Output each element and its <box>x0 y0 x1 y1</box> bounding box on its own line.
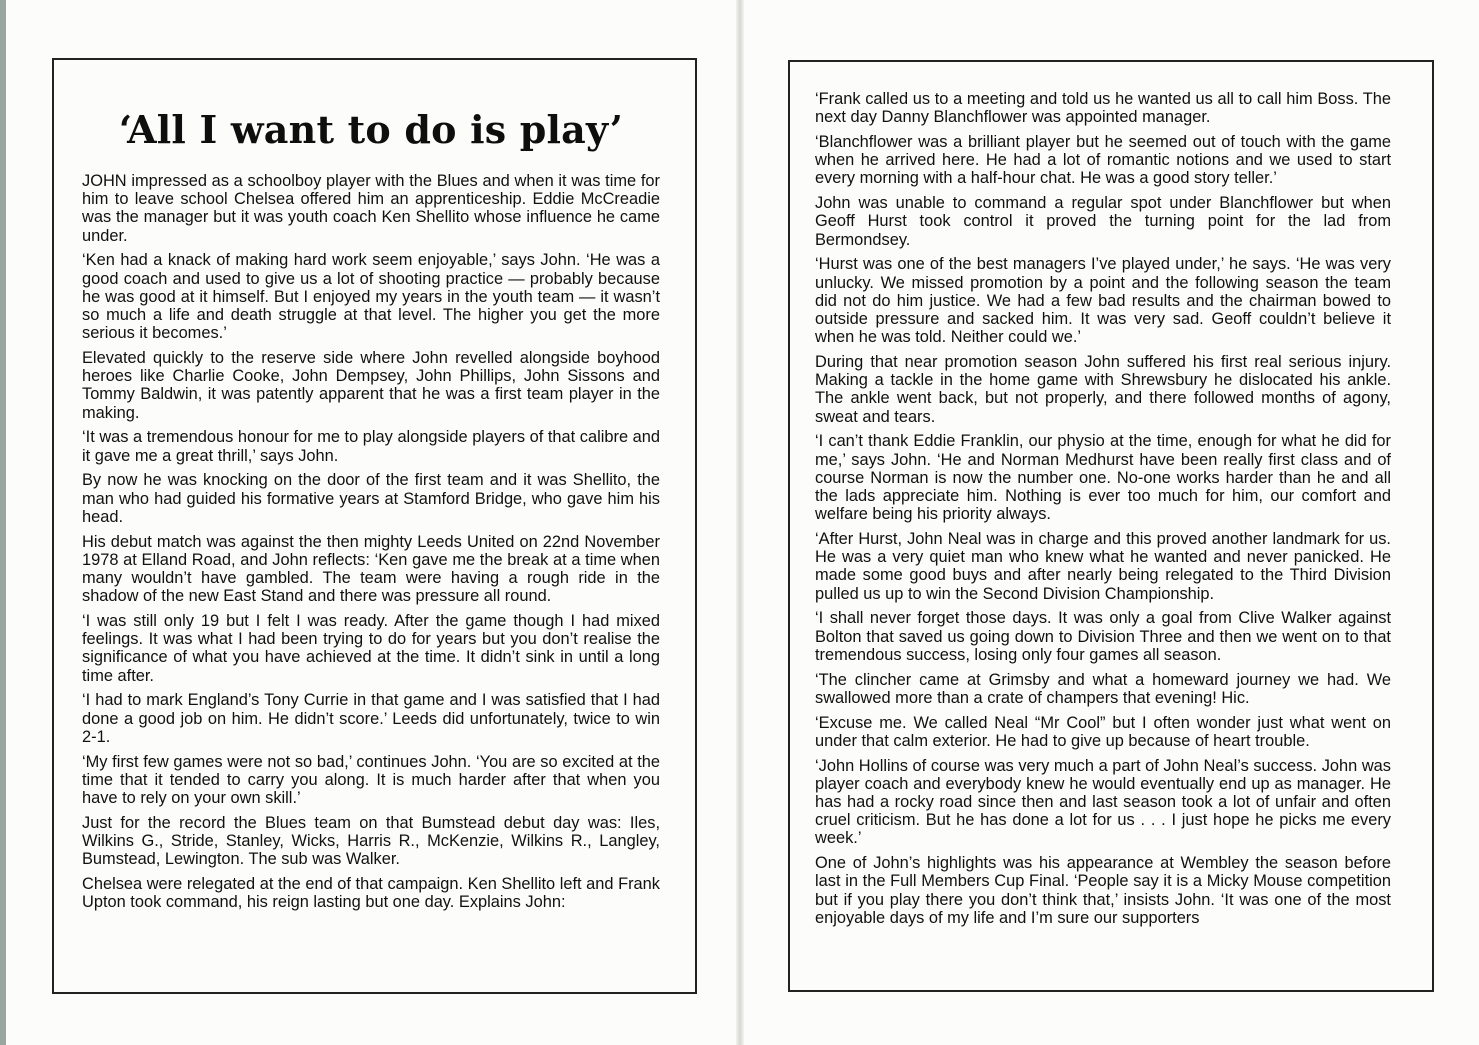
paragraph: By now he was knocking on the door of the first team and it was Shellito, the man who had guided his formative years at Stamford Bridge, who gave him his head. <box>82 471 660 526</box>
paragraph: ‘Excuse me. We called Neal “Mr Cool” but I often wonder just what went on under that calm exterior. He had to give up because of heart trouble. <box>815 713 1391 750</box>
paragraph: ‘Blanchflower was a brilliant player but he seemed out of touch with the game when he arrived here. He had a lot of romantic notions and we used to start every morning with a half-hour chat. He was a good story teller.’ <box>815 133 1391 188</box>
paragraph: ‘I was still only 19 but I felt I was ready. After the game though I had mixed feelings. It was what I had been trying to do for years but you don’t realise the significance of what you have achieved at the time. It didn’t sink in until a long time after. <box>82 612 660 685</box>
paragraph: ‘I had to mark England’s Tony Currie in that game and I was satisfied that I had done a good job on him. He didn’t score.’ Leeds did unfortunately, twice to win 2-1. <box>82 691 660 746</box>
paragraph: JOHN impressed as a schoolboy player with the Blues and when it was time for him to leave school Chelsea offered him an apprenticeship. Eddie McCreadie was the manager but it was youth coach Ken Shellito whose influence he came under. <box>82 172 660 245</box>
paragraph: ‘After Hurst, John Neal was in charge and this proved another landmark for us. He was a very quiet man who knew what he wanted and never panicked. He made some good buys and after nearly being relegated to the Third Division pulled us up to win the Second Division Championship. <box>815 530 1391 603</box>
left-text-column <box>82 172 660 918</box>
paragraph: Just for the record the Blues team on that Bumstead debut day was: Iles, Wilkins G., Stride, Stanley, Wicks, Harris R., McKenzie, Wilkins R., Langley, Bumstead, Lewington. The sub was Walker. <box>82 813 660 869</box>
book-spine <box>736 0 744 1045</box>
paragraph: ‘Ken had a knack of making hard work seem enjoyable,’ says John. ‘He was a good coach and used to give us a lot of shooting practice — probably because he was good at it himself. But I enjoyed my years in the youth team — it wasn’t so much a life and death struggle at that level. The higher you get the more serious it becomes.’ <box>82 251 660 343</box>
paragraph: One of John’s highlights was his appearance at Wembley the season before last in the Full Members Cup Final. ‘People say it is a Micky Mouse competition but if you play there you don’t think that,’ insists John. ‘It was one of the most enjoyable days of my life and I’m sure our supporters <box>815 854 1391 927</box>
paragraph: ‘It was a tremendous honour for me to play alongside players of that calibre and it gave me a great thrill,’ says John. <box>82 428 660 465</box>
paragraph: John was unable to command a regular spot under Blanchflower but when Geoff Hurst took control it proved the turning point for the lad from Bermondsey. <box>815 194 1391 249</box>
paragraph: Chelsea were relegated at the end of that campaign. Ken Shellito left and Frank Upton took command, his reign lasting but one day. Explains John: <box>82 875 660 912</box>
paragraph: During that near promotion season John suffered his first real serious injury. Making a tackle in the home game with Shrewsbury he dislocated his ankle. The ankle went back, but not properly, and there followed months of agony, sweat and tears. <box>815 353 1391 426</box>
article-title: ‘All I want to do is play’ <box>118 107 624 152</box>
paragraph: ‘I shall never forget those days. It was only a goal from Clive Walker against Bolton that saved us going down to Division Three and then we went on to that tremendous success, losing only four games all season. <box>815 609 1391 664</box>
paragraph: ‘Hurst was one of the best managers I’ve played under,’ he says. ‘He was very unlucky. We missed promotion by a point and the following season the team did not do him justice. We had a few bad results and the chairman bowed to outside pressure and sacked him. It was very sad. Geoff couldn’t believe it when he was told. Neither could we.’ <box>815 255 1391 347</box>
paragraph: ‘I can’t thank Eddie Franklin, our physio at the time, enough for what he did for me,’ says John. ‘He and Norman Medhurst have been really first class and of course Norman is now the number one. No-one works harder than he and all the lads appreciate him. Nothing is ever too much for him, our comfort and welfare being his priority always. <box>815 432 1391 524</box>
paragraph: Elevated quickly to the reserve side where John revelled alongside boyhood heroes like Charlie Cooke, John Dempsey, John Phillips, John Sissons and Tommy Baldwin, it was patently apparent that he was a first team player in the making. <box>82 349 660 422</box>
right-text-column <box>815 90 1391 934</box>
paragraph: ‘My first few games were not so bad,’ continues John. ‘You are so excited at the time that it tended to carry you along. It is much harder after that when you have to rely on your own skill.’ <box>82 752 660 808</box>
paragraph: ‘The clincher came at Grimsby and what a homeward journey we had. We swallowed more than a crate of champers that evening! Hic. <box>815 670 1391 707</box>
paragraph: ‘Frank called us to a meeting and told us he wanted us all to call him Boss. The next day Danny Blanchflower was appointed manager. <box>815 90 1391 127</box>
paragraph: ‘John Hollins of course was very much a part of John Neal’s success. John was player coach and everybody knew he would eventually end up as manager. He has had a rocky road since then and last season took a lot of unfair and often cruel criticism. But he has done a lot for us . . . I just hope he picks me every week.’ <box>815 756 1391 848</box>
paragraph: His debut match was against the then mighty Leeds United on 22nd November 1978 at Elland Road, and John reflects: ‘Ken gave me the break at a time when many wouldn’t have gambled. The team were having a rough ride in the shadow of the new East Stand and there was pressure all round. <box>82 532 660 606</box>
